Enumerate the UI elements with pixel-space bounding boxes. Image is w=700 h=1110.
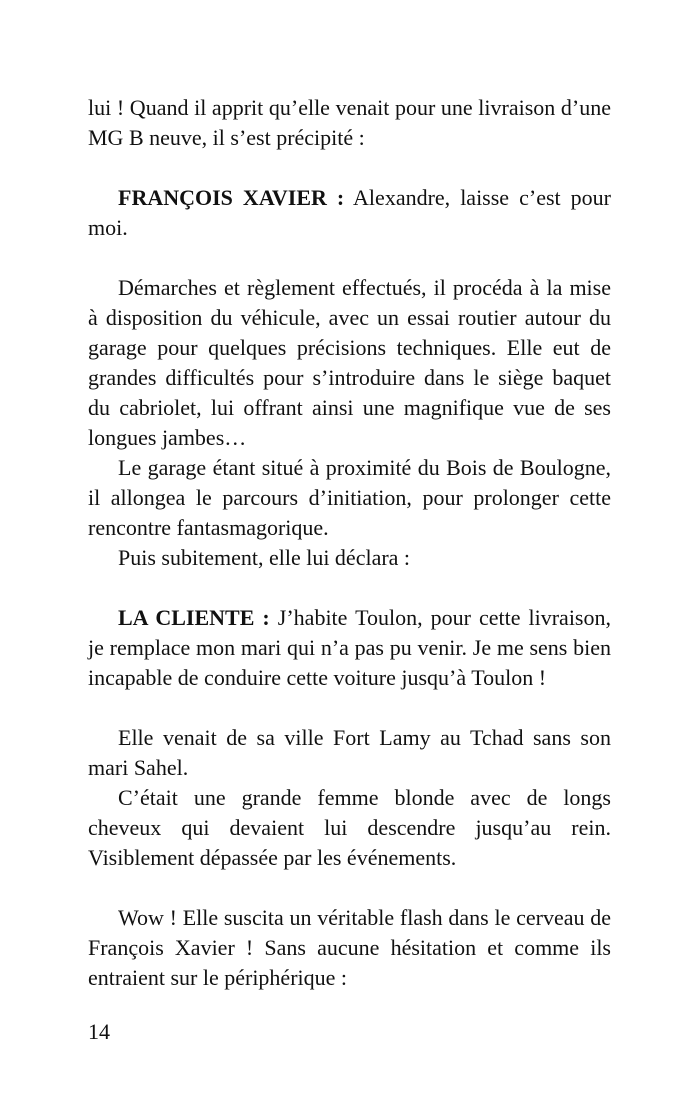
dialogue-francois-xavier [88, 183, 611, 243]
paragraph-8: C’était une grande femme blonde avec de longs cheveux qui devaient lui descendre jusqu’au rein. Visiblement dépassée par les événements. [88, 785, 611, 870]
paragraph-7: Elle venait de sa ville Fort Lamy au Tchad sans son mari Sahel. [88, 725, 611, 780]
page-body [88, 93, 611, 993]
paragraph-3: Démarches et règlement effectués, il procéda à la mise à disposition du véhicule, avec un essai routier autour du garage pour quelques précisions techniques. Elle eut de grandes difficultés pour s’introduire dans le siège baquet du cabriolet, lui offrant ainsi une magnifique vue de ses longues jambes… [88, 275, 611, 450]
dialogue-text: J’habite Toulon, pour cette livraison, je remplace mon mari qui n’a pas pu venir. Je me sens bien incapable de conduire cette voiture jusqu’à Toulon ! [88, 605, 611, 690]
speaker-name: LA CLIENTE : [118, 605, 270, 630]
dialogue-la-cliente [88, 603, 611, 693]
speaker-name: FRANÇOIS XAVIER : [118, 185, 345, 210]
paragraph-5: Puis subitement, elle lui déclara : [118, 545, 411, 570]
paragraph-9: Wow ! Elle suscita un véritable flash dans le cerveau de François Xavier ! Sans aucune hésitation et comme ils entraient sur le périphérique : [88, 905, 611, 990]
page-number: 14 [88, 1019, 110, 1044]
paragraph-4: Le garage étant situé à proximité du Bois de Boulogne, il allongea le parcours d’initiation, pour prolonger cette rencontre fantasmagorique. [88, 455, 611, 540]
dialogue-text: Alexandre, laisse c’est pour moi. [88, 185, 611, 240]
paragraph-1: lui ! Quand il apprit qu’elle venait pour une livraison d’une MG B neuve, il s’est précipité : [88, 95, 611, 150]
